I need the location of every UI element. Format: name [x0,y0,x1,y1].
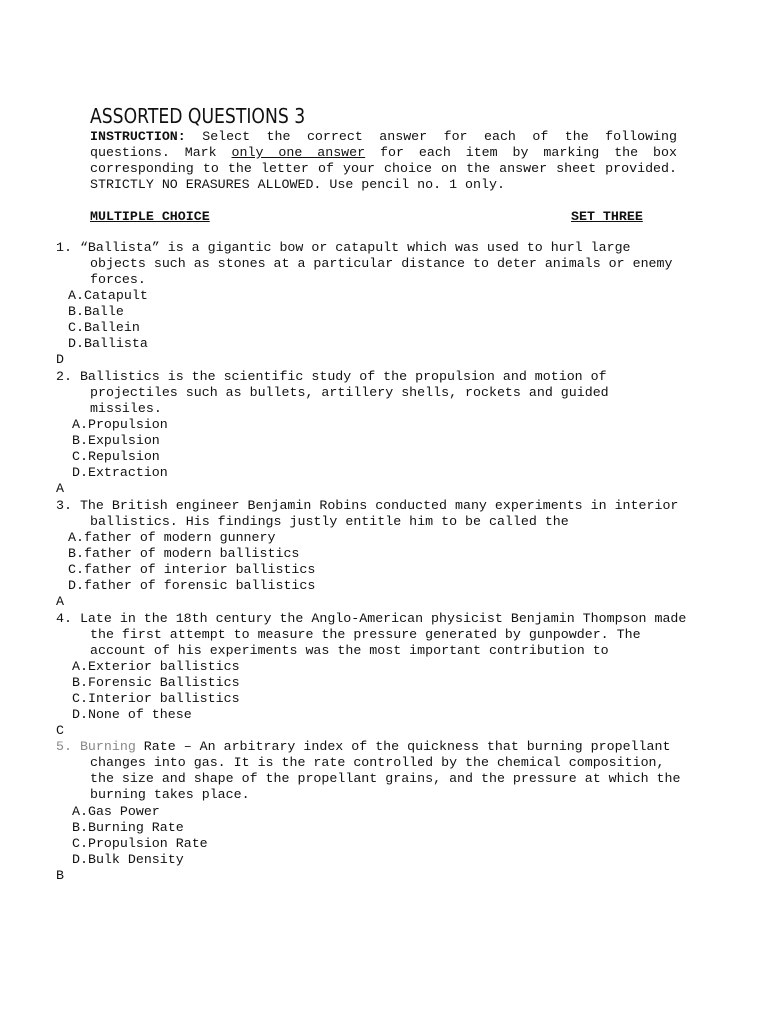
question-number: 5. [56,739,72,754]
question-number: 4. [56,611,72,626]
question-2 [56,369,686,417]
instruction-block [90,129,677,193]
option-a[interactable]: A.Exterior ballistics [72,659,240,674]
instruction-text-1: Select the correct answer for each of the following questions. Mark [90,129,677,160]
question-text: Late in the 18th century the Anglo-American physicist Benjamin Thompson made the first attempt to measure the pressure generated by gunpowder. The account of his experiments was the most important contribution to [79,611,687,658]
question-text: The British engineer Benjamin Robins conducted many experiments in interior ballistics. His findings justly entitle him to be called the [79,498,679,529]
option-b[interactable]: B.father of modern ballistics [68,546,300,561]
option-d[interactable]: D.Bulk Density [72,852,184,867]
option-b[interactable]: B.Expulsion [72,433,160,448]
answer-4: C [56,723,64,738]
option-b[interactable]: B.Forensic Ballistics [72,675,240,690]
question-4 [56,611,696,659]
option-c[interactable]: C.Repulsion [72,449,160,464]
option-a[interactable]: A.Catapult [68,288,148,303]
option-d[interactable]: D.father of forensic ballistics [68,578,316,593]
question-number: 1. [56,240,72,255]
question-number: 3. [56,498,72,513]
question-highlight: Burning [79,739,136,754]
question-1 [56,240,686,288]
option-c[interactable]: C.Interior ballistics [72,691,240,706]
question-number: 2. [56,369,72,384]
question-text: Ballistics is the scientific study of the propulsion and motion of projectiles such as bullets, artillery shells, rockets and guided missiles. [79,369,609,416]
option-b[interactable]: B.Burning Rate [72,820,184,835]
option-c[interactable]: C.Propulsion Rate [72,836,208,851]
question-text: “Ballista” is a gigantic bow or catapult which was used to hurl large objects such as stones at a particular distance to deter animals or enemy forces. [79,240,673,287]
option-d[interactable]: D.None of these [72,707,192,722]
instruction-label: INSTRUCTION: [90,129,186,144]
option-a[interactable]: A.Propulsion [72,417,168,432]
instruction-text-2: for each item by marking the box corresponding to the letter of your choice on the answer sheet provided. STRICTLY NO ERASURES ALLOWED. Use pencil no. 1 only. [90,145,677,192]
option-c[interactable]: C.father of interior ballistics [68,562,316,577]
question-3 [56,498,686,530]
section-multiple-choice: MULTIPLE CHOICE [90,209,210,224]
section-set: SET THREE [571,209,643,224]
answer-2: A [56,481,64,496]
option-a[interactable]: A.father of modern gunnery [68,530,276,545]
instruction-underlined: only one answer [231,145,366,160]
option-c[interactable]: C.Ballein [68,320,140,335]
option-a[interactable]: A.Gas Power [72,804,160,819]
question-5 [56,739,696,803]
option-b[interactable]: B.Balle [68,304,124,319]
answer-1: D [56,352,64,367]
question-text: Rate – An arbitrary index of the quickness that burning propellant changes into gas. It is the rate controlled by the chemical composition, the size and shape of the propellant grains, and the pressure at which the burning takes place. [90,739,681,802]
answer-5: B [56,868,64,883]
answer-3: A [56,594,64,609]
option-d[interactable]: D.Ballista [68,336,148,351]
option-d[interactable]: D.Extraction [72,465,168,480]
page-title: ASSORTED QUESTIONS 3 [90,104,306,128]
